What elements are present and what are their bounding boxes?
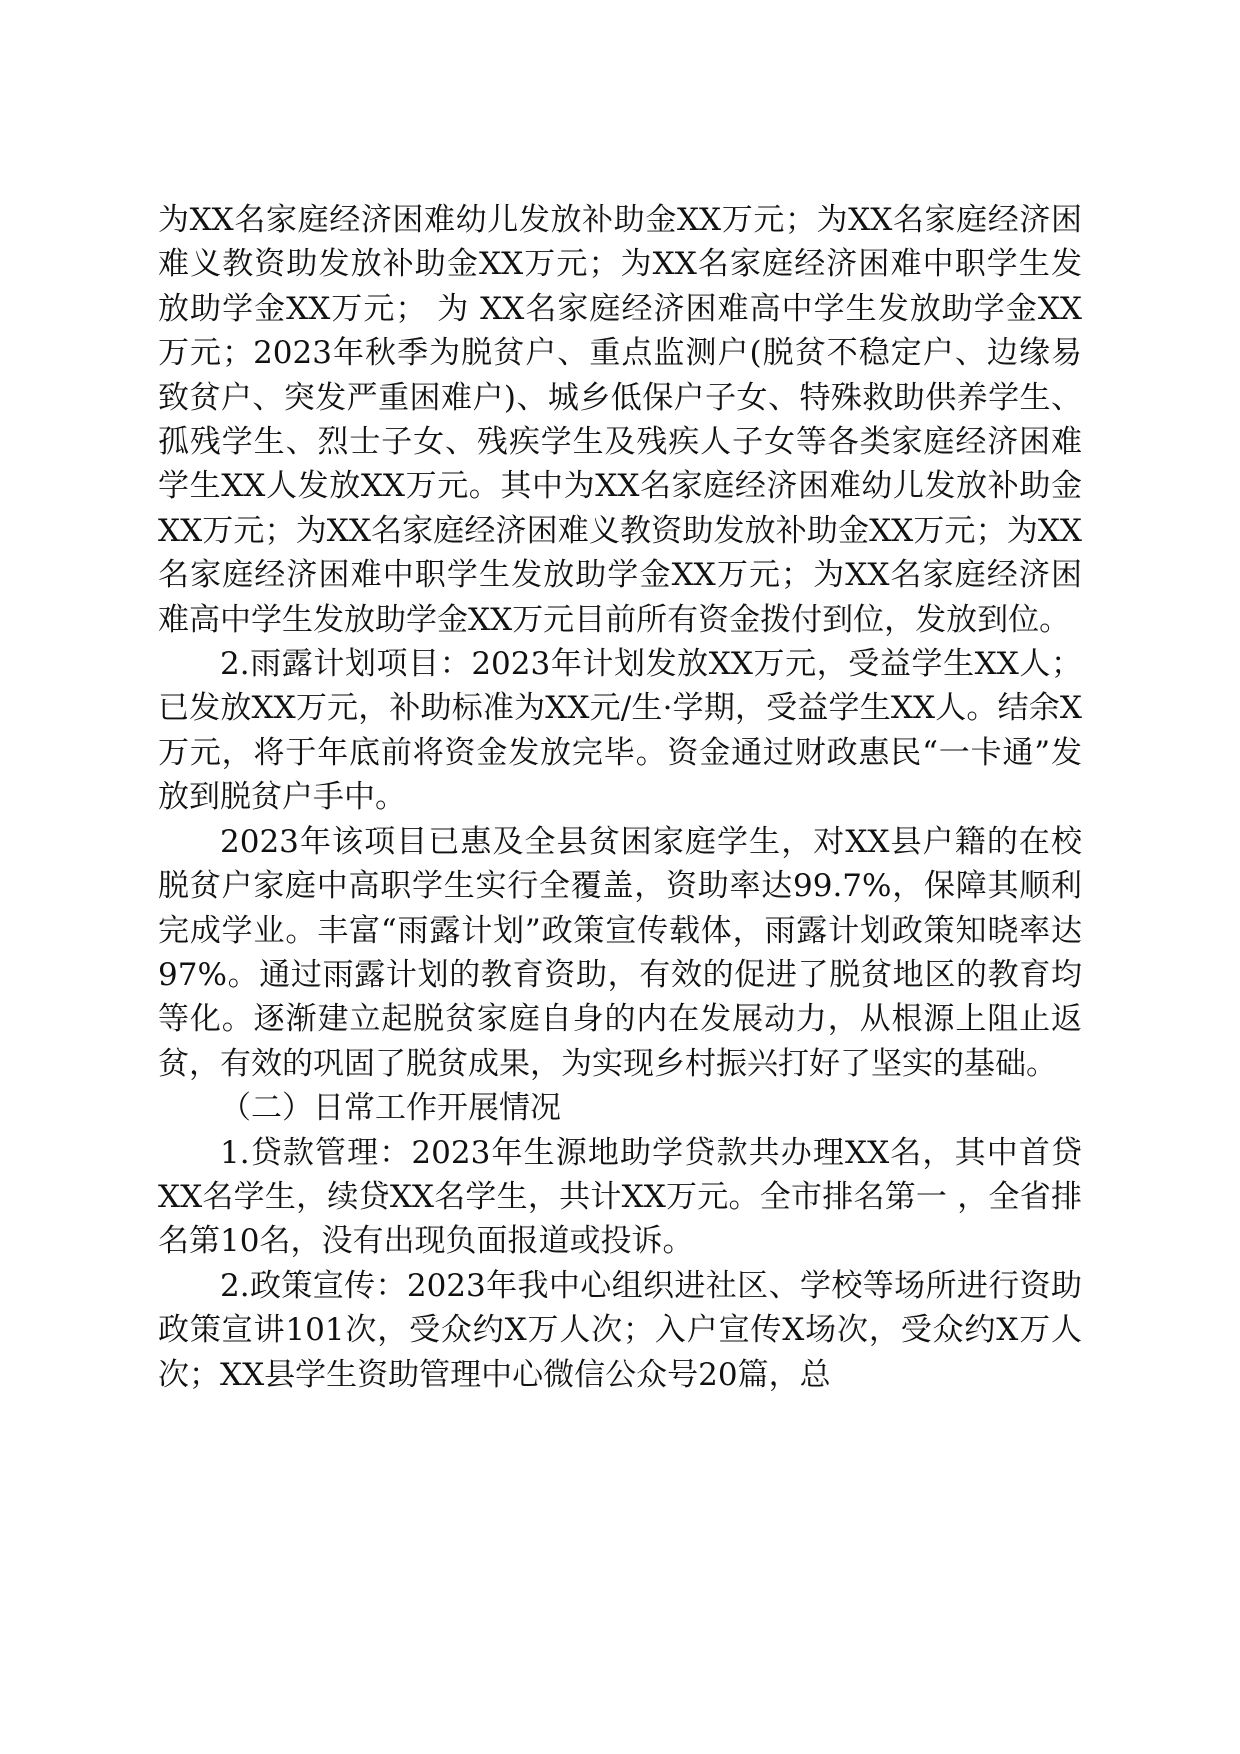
section-heading: （二）日常工作开展情况	[220, 1090, 561, 1127]
paragraph-yulu-effect: 2023年该项目已惠及全县贫困家庭学生，对XX县户籍的在校脱贫户家庭中高职学生实行全覆盖，资助率达99.7%，保障其顺利完成学业。丰富“雨露计划”政策宣传载体，雨露计划政策知晓率达97%。通过雨露计划的教育资助，有效的促进了脱贫地区的教育均等化。逐渐建立起脱贫家庭自身的内在发展动力，从根源上阻止返贫，有效的巩固了脱贫成果，为实现乡村振兴打好了坚实的基础。	[158, 823, 1082, 1082]
paragraph-continued: 为XX名家庭经济困难幼儿发放补助金XX万元；为XX名家庭经济困难义教资助发放补助金XX万元；为XX名家庭经济困难中职学生发放助学金XX万元； 为 XX名家庭经济困难高中学生发放助学金XX万元；2023年秋季为脱贫户、重点监测户(脱贫不稳定户、边缘易致贫户、突发严重困难户)、城乡低保户子女、特殊救助供养学生、孤残学生、烈士子女、残疾学生及残疾人子女等各类家庭经济困难学生XX人发放XX万元。其中为XX名家庭经济困难幼儿发放补助金XX万元；为XX名家庭经济困难义教资助发放补助金XX万元；为XX名家庭经济困难中职学生发放助学金XX万元；为XX名家庭经济困难高中学生发放助学金XX万元目前所有资金拨付到位，发放到位。	[158, 202, 1082, 638]
paragraph-yulu-plan: 2.雨露计划项目：2023年计划发放XX万元，受益学生XX人；已发放XX万元，补助标准为XX元/生·学期，受益学生XX人。结余X万元，将于年底前将资金发放完毕。资金通过财政惠民“一卡通”发放到脱贫户手中。	[158, 646, 1082, 816]
document-body	[158, 198, 1082, 1397]
paragraph-loan-management: 1.贷款管理：2023年生源地助学贷款共办理XX名，其中首贷XX名学生，续贷XX名学生，共计XX万元。全市排名第一 ，全省排名第10名，没有出现负面报道或投诉。	[158, 1134, 1082, 1260]
paragraph-policy-promotion: 2.政策宣传：2023年我中心组织进社区、学校等场所进行资助政策宣讲101次，受众约X万人次；入户宣传X场次，受众约X万人次；XX县学生资助管理中心微信公众号20篇，总	[158, 1267, 1082, 1393]
